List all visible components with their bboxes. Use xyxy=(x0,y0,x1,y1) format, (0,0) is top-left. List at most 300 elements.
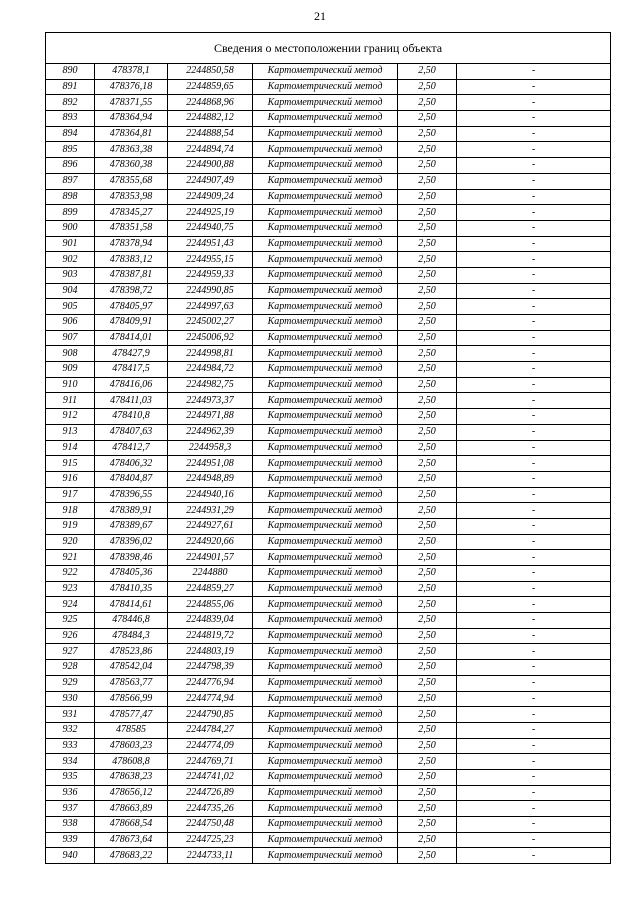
method-cell: Картометрический метод xyxy=(253,346,398,362)
description-cell: - xyxy=(457,95,611,111)
x-coordinate-cell: 478396,55 xyxy=(95,487,168,503)
x-coordinate-cell: 478398,46 xyxy=(95,550,168,566)
y-coordinate-cell: 2244927,61 xyxy=(168,518,253,534)
method-cell: Картометрический метод xyxy=(253,691,398,707)
table-row xyxy=(46,362,611,378)
method-cell: Картометрический метод xyxy=(253,267,398,283)
table-row xyxy=(46,691,611,707)
x-coordinate-cell: 478387,81 xyxy=(95,267,168,283)
y-coordinate-cell: 2244725,23 xyxy=(168,832,253,848)
method-cell: Картометрический метод xyxy=(253,769,398,785)
y-coordinate-cell: 2244973,37 xyxy=(168,393,253,409)
y-coordinate-cell: 2244951,43 xyxy=(168,236,253,252)
x-coordinate-cell: 478484,3 xyxy=(95,628,168,644)
description-cell: - xyxy=(457,158,611,174)
accuracy-cell: 2,50 xyxy=(398,142,457,158)
x-coordinate-cell: 478376,18 xyxy=(95,79,168,95)
table-row xyxy=(46,456,611,472)
method-cell: Картометрический метод xyxy=(253,487,398,503)
table-row xyxy=(46,660,611,676)
accuracy-cell: 2,50 xyxy=(398,299,457,315)
y-coordinate-cell: 2244750,48 xyxy=(168,817,253,833)
description-cell: - xyxy=(457,440,611,456)
table-row xyxy=(46,236,611,252)
method-cell: Картометрический метод xyxy=(253,503,398,519)
method-cell: Картометрический метод xyxy=(253,252,398,268)
point-number-cell: 899 xyxy=(46,205,95,221)
table-row xyxy=(46,64,611,80)
description-cell: - xyxy=(457,377,611,393)
y-coordinate-cell: 2244855,06 xyxy=(168,597,253,613)
table-row xyxy=(46,848,611,864)
y-coordinate-cell: 2244774,09 xyxy=(168,738,253,754)
x-coordinate-cell: 478363,38 xyxy=(95,142,168,158)
x-coordinate-cell: 478396,02 xyxy=(95,534,168,550)
accuracy-cell: 2,50 xyxy=(398,315,457,331)
description-cell: - xyxy=(457,346,611,362)
point-number-cell: 935 xyxy=(46,769,95,785)
description-cell: - xyxy=(457,754,611,770)
description-cell: - xyxy=(457,362,611,378)
y-coordinate-cell: 2244894,74 xyxy=(168,142,253,158)
method-cell: Картометрический метод xyxy=(253,424,398,440)
x-coordinate-cell: 478417,5 xyxy=(95,362,168,378)
table-row xyxy=(46,79,611,95)
description-cell: - xyxy=(457,299,611,315)
method-cell: Картометрический метод xyxy=(253,220,398,236)
accuracy-cell: 2,50 xyxy=(398,440,457,456)
y-coordinate-cell: 2244997,63 xyxy=(168,299,253,315)
table-row xyxy=(46,581,611,597)
x-coordinate-cell: 478378,94 xyxy=(95,236,168,252)
y-coordinate-cell: 2244803,19 xyxy=(168,644,253,660)
x-coordinate-cell: 478364,81 xyxy=(95,126,168,142)
point-number-cell: 912 xyxy=(46,409,95,425)
accuracy-cell: 2,50 xyxy=(398,79,457,95)
point-number-cell: 892 xyxy=(46,95,95,111)
x-coordinate-cell: 478360,38 xyxy=(95,158,168,174)
description-cell: - xyxy=(457,848,611,864)
accuracy-cell: 2,50 xyxy=(398,503,457,519)
accuracy-cell: 2,50 xyxy=(398,64,457,80)
x-coordinate-cell: 478405,97 xyxy=(95,299,168,315)
x-coordinate-cell: 478389,67 xyxy=(95,518,168,534)
x-coordinate-cell: 478608,8 xyxy=(95,754,168,770)
accuracy-cell: 2,50 xyxy=(398,801,457,817)
method-cell: Картометрический метод xyxy=(253,613,398,629)
point-number-cell: 900 xyxy=(46,220,95,236)
description-cell: - xyxy=(457,738,611,754)
method-cell: Картометрический метод xyxy=(253,158,398,174)
table-row xyxy=(46,346,611,362)
accuracy-cell: 2,50 xyxy=(398,95,457,111)
description-cell: - xyxy=(457,518,611,534)
y-coordinate-cell: 2244951,08 xyxy=(168,456,253,472)
description-cell: - xyxy=(457,660,611,676)
method-cell: Картометрический метод xyxy=(253,848,398,864)
y-coordinate-cell: 2244982,75 xyxy=(168,377,253,393)
y-coordinate-cell: 2244735,26 xyxy=(168,801,253,817)
table-row xyxy=(46,220,611,236)
x-coordinate-cell: 478414,01 xyxy=(95,330,168,346)
method-cell: Картометрический метод xyxy=(253,377,398,393)
y-coordinate-cell: 2244850,58 xyxy=(168,64,253,80)
method-cell: Картометрический метод xyxy=(253,330,398,346)
method-cell: Картометрический метод xyxy=(253,785,398,801)
description-cell: - xyxy=(457,597,611,613)
point-number-cell: 934 xyxy=(46,754,95,770)
x-coordinate-cell: 478577,47 xyxy=(95,707,168,723)
point-number-cell: 898 xyxy=(46,189,95,205)
accuracy-cell: 2,50 xyxy=(398,205,457,221)
description-cell: - xyxy=(457,534,611,550)
method-cell: Картометрический метод xyxy=(253,283,398,299)
accuracy-cell: 2,50 xyxy=(398,158,457,174)
method-cell: Картометрический метод xyxy=(253,597,398,613)
table-row xyxy=(46,754,611,770)
point-number-cell: 932 xyxy=(46,722,95,738)
method-cell: Картометрический метод xyxy=(253,628,398,644)
description-cell: - xyxy=(457,315,611,331)
description-cell: - xyxy=(457,267,611,283)
accuracy-cell: 2,50 xyxy=(398,393,457,409)
table-row xyxy=(46,393,611,409)
table-row xyxy=(46,471,611,487)
x-coordinate-cell: 478414,61 xyxy=(95,597,168,613)
accuracy-cell: 2,50 xyxy=(398,722,457,738)
y-coordinate-cell: 2244958,3 xyxy=(168,440,253,456)
x-coordinate-cell: 478411,03 xyxy=(95,393,168,409)
point-number-cell: 930 xyxy=(46,691,95,707)
table-caption-row xyxy=(46,33,611,64)
point-number-cell: 938 xyxy=(46,817,95,833)
point-number-cell: 895 xyxy=(46,142,95,158)
description-cell: - xyxy=(457,503,611,519)
x-coordinate-cell: 478351,58 xyxy=(95,220,168,236)
table-row xyxy=(46,377,611,393)
y-coordinate-cell: 2244784,27 xyxy=(168,722,253,738)
point-number-cell: 916 xyxy=(46,471,95,487)
y-coordinate-cell: 2244920,66 xyxy=(168,534,253,550)
description-cell: - xyxy=(457,283,611,299)
method-cell: Картометрический метод xyxy=(253,393,398,409)
point-number-cell: 891 xyxy=(46,79,95,95)
table-row xyxy=(46,158,611,174)
method-cell: Картометрический метод xyxy=(253,236,398,252)
point-number-cell: 920 xyxy=(46,534,95,550)
description-cell: - xyxy=(457,785,611,801)
table-row xyxy=(46,518,611,534)
x-coordinate-cell: 478353,98 xyxy=(95,189,168,205)
x-coordinate-cell: 478404,87 xyxy=(95,471,168,487)
x-coordinate-cell: 478410,8 xyxy=(95,409,168,425)
y-coordinate-cell: 2244925,19 xyxy=(168,205,253,221)
accuracy-cell: 2,50 xyxy=(398,628,457,644)
accuracy-cell: 2,50 xyxy=(398,675,457,691)
point-number-cell: 906 xyxy=(46,315,95,331)
accuracy-cell: 2,50 xyxy=(398,409,457,425)
method-cell: Картометрический метод xyxy=(253,64,398,80)
accuracy-cell: 2,50 xyxy=(398,518,457,534)
table-row xyxy=(46,550,611,566)
x-coordinate-cell: 478673,64 xyxy=(95,832,168,848)
description-cell: - xyxy=(457,581,611,597)
x-coordinate-cell: 478409,91 xyxy=(95,315,168,331)
method-cell: Картометрический метод xyxy=(253,832,398,848)
accuracy-cell: 2,50 xyxy=(398,424,457,440)
table-row xyxy=(46,142,611,158)
description-cell: - xyxy=(457,707,611,723)
description-cell: - xyxy=(457,252,611,268)
accuracy-cell: 2,50 xyxy=(398,252,457,268)
description-cell: - xyxy=(457,471,611,487)
table-row xyxy=(46,613,611,629)
accuracy-cell: 2,50 xyxy=(398,613,457,629)
accuracy-cell: 2,50 xyxy=(398,785,457,801)
accuracy-cell: 2,50 xyxy=(398,362,457,378)
description-cell: - xyxy=(457,64,611,80)
y-coordinate-cell: 2244900,88 xyxy=(168,158,253,174)
table-row xyxy=(46,707,611,723)
y-coordinate-cell: 2244774,94 xyxy=(168,691,253,707)
description-cell: - xyxy=(457,722,611,738)
description-cell: - xyxy=(457,126,611,142)
boundary-table-container xyxy=(45,32,610,864)
description-cell: - xyxy=(457,424,611,440)
x-coordinate-cell: 478416,06 xyxy=(95,377,168,393)
point-number-cell: 893 xyxy=(46,111,95,127)
description-cell: - xyxy=(457,628,611,644)
y-coordinate-cell: 2244901,57 xyxy=(168,550,253,566)
table-row xyxy=(46,769,611,785)
x-coordinate-cell: 478638,23 xyxy=(95,769,168,785)
x-coordinate-cell: 478663,89 xyxy=(95,801,168,817)
y-coordinate-cell: 2244819,72 xyxy=(168,628,253,644)
table-row xyxy=(46,738,611,754)
method-cell: Картометрический метод xyxy=(253,95,398,111)
y-coordinate-cell: 2244931,29 xyxy=(168,503,253,519)
accuracy-cell: 2,50 xyxy=(398,111,457,127)
accuracy-cell: 2,50 xyxy=(398,126,457,142)
x-coordinate-cell: 478542,04 xyxy=(95,660,168,676)
point-number-cell: 939 xyxy=(46,832,95,848)
y-coordinate-cell: 2244990,85 xyxy=(168,283,253,299)
y-coordinate-cell: 2244839,04 xyxy=(168,613,253,629)
description-cell: - xyxy=(457,550,611,566)
point-number-cell: 907 xyxy=(46,330,95,346)
description-cell: - xyxy=(457,330,611,346)
x-coordinate-cell: 478585 xyxy=(95,722,168,738)
method-cell: Картометрический метод xyxy=(253,142,398,158)
x-coordinate-cell: 478406,32 xyxy=(95,456,168,472)
accuracy-cell: 2,50 xyxy=(398,220,457,236)
method-cell: Картометрический метод xyxy=(253,409,398,425)
accuracy-cell: 2,50 xyxy=(398,189,457,205)
accuracy-cell: 2,50 xyxy=(398,550,457,566)
point-number-cell: 904 xyxy=(46,283,95,299)
point-number-cell: 933 xyxy=(46,738,95,754)
table-row xyxy=(46,487,611,503)
method-cell: Картометрический метод xyxy=(253,707,398,723)
page-number: 21 xyxy=(314,9,326,23)
method-cell: Картометрический метод xyxy=(253,550,398,566)
point-number-cell: 921 xyxy=(46,550,95,566)
point-number-cell: 918 xyxy=(46,503,95,519)
x-coordinate-cell: 478683,22 xyxy=(95,848,168,864)
accuracy-cell: 2,50 xyxy=(398,173,457,189)
method-cell: Картометрический метод xyxy=(253,644,398,660)
accuracy-cell: 2,50 xyxy=(398,534,457,550)
accuracy-cell: 2,50 xyxy=(398,848,457,864)
accuracy-cell: 2,50 xyxy=(398,283,457,299)
x-coordinate-cell: 478407,63 xyxy=(95,424,168,440)
table-row xyxy=(46,283,611,299)
y-coordinate-cell: 2244726,89 xyxy=(168,785,253,801)
description-cell: - xyxy=(457,801,611,817)
accuracy-cell: 2,50 xyxy=(398,456,457,472)
method-cell: Картометрический метод xyxy=(253,111,398,127)
y-coordinate-cell: 2245006,92 xyxy=(168,330,253,346)
table-row xyxy=(46,566,611,582)
accuracy-cell: 2,50 xyxy=(398,330,457,346)
table-row xyxy=(46,440,611,456)
accuracy-cell: 2,50 xyxy=(398,754,457,770)
x-coordinate-cell: 478364,94 xyxy=(95,111,168,127)
table-row xyxy=(46,252,611,268)
y-coordinate-cell: 2245002,27 xyxy=(168,315,253,331)
table-caption: Сведения о местоположении границ объекта xyxy=(46,33,611,64)
description-cell: - xyxy=(457,566,611,582)
table-row xyxy=(46,315,611,331)
y-coordinate-cell: 2244948,89 xyxy=(168,471,253,487)
x-coordinate-cell: 478412,7 xyxy=(95,440,168,456)
x-coordinate-cell: 478563,77 xyxy=(95,675,168,691)
point-number-cell: 936 xyxy=(46,785,95,801)
description-cell: - xyxy=(457,456,611,472)
y-coordinate-cell: 2244888,54 xyxy=(168,126,253,142)
point-number-cell: 919 xyxy=(46,518,95,534)
y-coordinate-cell: 2244741,02 xyxy=(168,769,253,785)
accuracy-cell: 2,50 xyxy=(398,817,457,833)
description-cell: - xyxy=(457,613,611,629)
table-row xyxy=(46,597,611,613)
description-cell: - xyxy=(457,832,611,848)
point-number-cell: 896 xyxy=(46,158,95,174)
y-coordinate-cell: 2244769,71 xyxy=(168,754,253,770)
y-coordinate-cell: 2244776,94 xyxy=(168,675,253,691)
point-number-cell: 926 xyxy=(46,628,95,644)
boundary-coordinates-table xyxy=(45,32,611,864)
description-cell: - xyxy=(457,409,611,425)
point-number-cell: 902 xyxy=(46,252,95,268)
method-cell: Картометрический метод xyxy=(253,173,398,189)
method-cell: Картометрический метод xyxy=(253,189,398,205)
y-coordinate-cell: 2244798,39 xyxy=(168,660,253,676)
table-row xyxy=(46,817,611,833)
accuracy-cell: 2,50 xyxy=(398,660,457,676)
method-cell: Картометрический метод xyxy=(253,534,398,550)
x-coordinate-cell: 478523,86 xyxy=(95,644,168,660)
y-coordinate-cell: 2244959,33 xyxy=(168,267,253,283)
point-number-cell: 940 xyxy=(46,848,95,864)
point-number-cell: 914 xyxy=(46,440,95,456)
method-cell: Картометрический метод xyxy=(253,738,398,754)
point-number-cell: 922 xyxy=(46,566,95,582)
y-coordinate-cell: 2244859,27 xyxy=(168,581,253,597)
accuracy-cell: 2,50 xyxy=(398,471,457,487)
x-coordinate-cell: 478405,36 xyxy=(95,566,168,582)
table-row xyxy=(46,628,611,644)
y-coordinate-cell: 2244940,75 xyxy=(168,220,253,236)
method-cell: Картометрический метод xyxy=(253,566,398,582)
y-coordinate-cell: 2244880 xyxy=(168,566,253,582)
method-cell: Картометрический метод xyxy=(253,581,398,597)
table-row xyxy=(46,189,611,205)
accuracy-cell: 2,50 xyxy=(398,236,457,252)
description-cell: - xyxy=(457,205,611,221)
description-cell: - xyxy=(457,236,611,252)
description-cell: - xyxy=(457,79,611,95)
accuracy-cell: 2,50 xyxy=(398,377,457,393)
method-cell: Картометрический метод xyxy=(253,471,398,487)
table-row xyxy=(46,503,611,519)
y-coordinate-cell: 2244859,65 xyxy=(168,79,253,95)
y-coordinate-cell: 2244984,72 xyxy=(168,362,253,378)
y-coordinate-cell: 2244971,88 xyxy=(168,409,253,425)
x-coordinate-cell: 478345,27 xyxy=(95,205,168,221)
method-cell: Картометрический метод xyxy=(253,518,398,534)
table-body xyxy=(46,64,611,864)
method-cell: Картометрический метод xyxy=(253,456,398,472)
table-row xyxy=(46,267,611,283)
x-coordinate-cell: 478410,35 xyxy=(95,581,168,597)
accuracy-cell: 2,50 xyxy=(398,597,457,613)
y-coordinate-cell: 2244790,85 xyxy=(168,707,253,723)
y-coordinate-cell: 2244733,11 xyxy=(168,848,253,864)
method-cell: Картометрический метод xyxy=(253,299,398,315)
point-number-cell: 923 xyxy=(46,581,95,597)
x-coordinate-cell: 478566,99 xyxy=(95,691,168,707)
point-number-cell: 915 xyxy=(46,456,95,472)
point-number-cell: 924 xyxy=(46,597,95,613)
method-cell: Картометрический метод xyxy=(253,205,398,221)
y-coordinate-cell: 2244998,81 xyxy=(168,346,253,362)
table-row xyxy=(46,409,611,425)
description-cell: - xyxy=(457,487,611,503)
accuracy-cell: 2,50 xyxy=(398,832,457,848)
point-number-cell: 901 xyxy=(46,236,95,252)
accuracy-cell: 2,50 xyxy=(398,769,457,785)
x-coordinate-cell: 478378,1 xyxy=(95,64,168,80)
point-number-cell: 908 xyxy=(46,346,95,362)
x-coordinate-cell: 478446,8 xyxy=(95,613,168,629)
accuracy-cell: 2,50 xyxy=(398,738,457,754)
table-row xyxy=(46,644,611,660)
table-row xyxy=(46,95,611,111)
point-number-cell: 890 xyxy=(46,64,95,80)
y-coordinate-cell: 2244962,39 xyxy=(168,424,253,440)
description-cell: - xyxy=(457,189,611,205)
point-number-cell: 909 xyxy=(46,362,95,378)
description-cell: - xyxy=(457,220,611,236)
table-row xyxy=(46,173,611,189)
method-cell: Картометрический метод xyxy=(253,126,398,142)
point-number-cell: 913 xyxy=(46,424,95,440)
description-cell: - xyxy=(457,111,611,127)
x-coordinate-cell: 478427,9 xyxy=(95,346,168,362)
description-cell: - xyxy=(457,817,611,833)
y-coordinate-cell: 2244909,24 xyxy=(168,189,253,205)
